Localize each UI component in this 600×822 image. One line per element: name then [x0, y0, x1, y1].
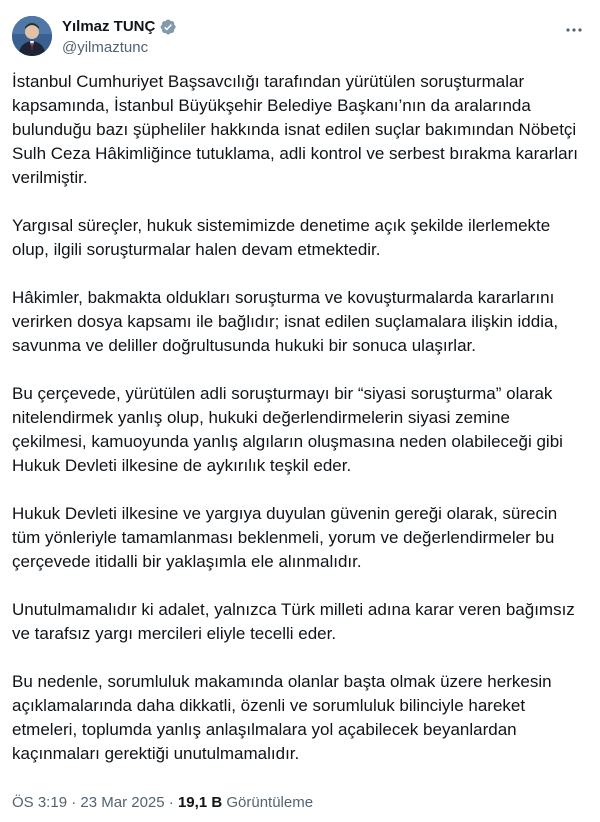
tweet-paragraph: Hukuk Devleti ilkesine ve yargıya duyulan güvenin gereği olarak, sürecin tüm yönleriyle tamamlanması beklenmeli, yorum ve değerlendirmeler bu çerçevede itidalli bir yaklaşımla ele alınmalıdır.: [12, 504, 558, 571]
tweet-paragraph: Unutulmamalıdır ki adalet, yalnızca Türk milleti adına karar veren bağımsız ve tarafsız yargı mercileri eliyle tecelli eder.: [12, 600, 575, 643]
tweet-meta: [12, 793, 313, 813]
tweet-time[interactable]: ÖS 3:19: [12, 794, 68, 811]
views-count[interactable]: 19,1 B: [177, 794, 223, 811]
tweet-paragraph: Bu çerçevede, yürütülen adli soruşturmayı bir “siyasi soruşturma” olarak nitelendirmek yanlış olup, hukuki değerlendirmelerin siyasi zemine çekilmesi, kamuoyunda yanlış algıların oluşmasına neden olabileceği gibi Hukuk Devleti ilkesine de aykırılık teşkil eder.: [12, 384, 563, 475]
tweet-header: [12, 12, 588, 60]
meta-separator: ·: [168, 794, 174, 811]
handle[interactable]: @yilmaztunc: [62, 39, 149, 56]
tweet-date[interactable]: 23 Mar 2025: [80, 794, 165, 811]
tweet-paragraph: Bu nedenle, sorumluluk makamında olanlar başta olmak üzere herkesin açıklamalarında daha dikkatli, özenli ve sorumluluk bilinciyle hareket etmeleri, toplumda yanlış anlaşılmalara yol açabilecek beyanlardan kaçınmaları gerektiği unutulmamalıdır.: [12, 672, 552, 763]
tweet-paragraph: Yargısal süreçler, hukuk sistemimizde denetime açık şekilde ilerlemekte olup, ilgili soruşturmalar halen devam etmektedir.: [12, 216, 551, 259]
meta-separator: ·: [71, 794, 77, 811]
tweet-text: [12, 70, 588, 790]
avatar-image: [12, 16, 52, 56]
avatar[interactable]: [12, 16, 52, 56]
tweet-paragraph: Hâkimler, bakmakta oldukları soruşturma ve kovuşturmalarda kararlarını verirken dosya kapsamı ile bağlıdır; isnat edilen suçlamalara ilişkin iddia, savunma ve deliller doğrultusunda hukuki bir sonuca ulaşırlar.: [12, 288, 559, 355]
views-label: Görüntüleme: [226, 794, 314, 811]
display-name[interactable]: Yılmaz TUNÇ: [62, 18, 156, 35]
tweet-paragraph: İstanbul Cumhuriyet Başsavcılığı tarafından yürütülen soruşturmalar kapsamında, İstanbul Büyükşehir Belediye Başkanı’nın da aralarında bulunduğu bazı şüpheliler hakkında isnat edilen suçlar bakımından Nöbetçi Sulh Ceza Hâkimliğince tutuklama, adli kontrol ve serbest bırakma kararları verilmiştir.: [12, 72, 578, 187]
more-icon[interactable]: [560, 16, 588, 44]
verified-badge-icon[interactable]: [159, 18, 177, 36]
